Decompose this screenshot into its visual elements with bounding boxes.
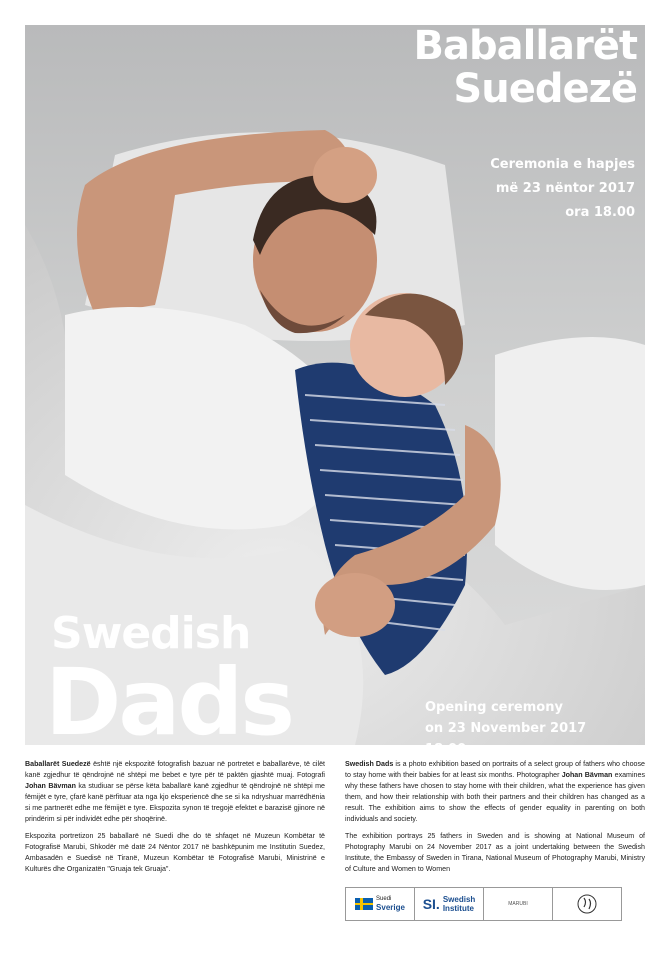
ceremony-albanian bbox=[490, 153, 635, 225]
text-english-photographer: Johan Bävman bbox=[561, 771, 613, 779]
title-albanian bbox=[414, 25, 638, 111]
logo-swedish-institute bbox=[415, 888, 484, 920]
logo-sverige bbox=[346, 888, 415, 920]
text-albanian-p1-b: ka studiuar se përse këta baballarë kanë zgjedhur të qëndrojnë në shtëpi me fëmijët e tyre, çfarë kanë përfituar ata nga kjo eksperiencë dhe se si ka ndryshuar marrëdhënia si me partnerët edhe me fëmijët e tyre. Ekspozita synon të tregojë efektet e barazisë gjinore në prindërim si për individët edhe për shoqërinë. bbox=[25, 782, 325, 823]
text-english-p1 bbox=[345, 759, 645, 825]
text-english bbox=[345, 759, 645, 881]
text-english-p1-a: is a photo exhibition based on portraits of a select group of fathers who choose to stay home with their babies for at least six months. Photographer bbox=[345, 760, 645, 779]
logo-sverige-top: Suedi bbox=[376, 896, 392, 902]
logo-si-line2: Institute bbox=[442, 904, 474, 913]
poster bbox=[25, 25, 645, 960]
ceremony-english bbox=[425, 697, 586, 760]
ceremony-albanian-line3: ora 18.00 bbox=[565, 205, 635, 220]
text-albanian-bold-title: Baballarët Suedezë bbox=[25, 760, 91, 768]
title-english-line2: Dads bbox=[45, 649, 293, 756]
ceremony-albanian-line1: Ceremonia e hapjes bbox=[490, 157, 635, 172]
swedish-flag-icon bbox=[355, 898, 373, 910]
text-albanian-photographer: Johan Bävman bbox=[25, 782, 76, 790]
si-mark: SI. bbox=[422, 896, 440, 912]
logo-si-line1: Swedish bbox=[442, 895, 476, 904]
sponsor-logos bbox=[345, 887, 622, 921]
text-english-p1-b: examines why these fathers have chosen to stay home with their children, what the experience has given them, and how their relationship with both their partners and their children has changed as a result. The exhibition aims to show the effects of gender equality in parenting on both individuals and society. bbox=[345, 771, 645, 823]
title-albanian-line1: Baballarët bbox=[413, 23, 637, 69]
text-english-p2: The exhibition portrays 25 fathers in Sweden and is showing at National Museum of Photography Marubi on 24 November 2017 as a joint undertaking between the Swedish Institute, the Embassy of Sweden in Tirana, National Museum of Photography Marubi, Ministry of Culture and Women to Women bbox=[345, 832, 645, 873]
ceremony-english-line2: on 23 November 2017 bbox=[425, 721, 587, 736]
title-english-line1: Swedish bbox=[51, 608, 251, 659]
text-english-bold-title: Swedish Dads bbox=[345, 760, 394, 768]
text-albanian-p1-a: është një ekspozitë fotografish bazuar në portretet e baballarëve, të cilët kanë zgjedhur të qëndrojnë në shtëpi me bebet e tyre për të paktën gjashtë muaj. Fotografi bbox=[25, 760, 325, 779]
text-albanian-p2: Ekspozita portretizon 25 baballarë në Suedi dhe do të shfaqet në Muzeun Kombëtar të Fotografisë Marubi, Shkodër më datë 24 Nëntor 2017 në bashkëpunim me Institutin Suedez, Ambasadën e Suedisë në Tiranë, Muzeun Kombëtar të Fotografisë Marubi, Ministrinë e Kulturës dhe Organizatën "Gruaja tek Gruaja". bbox=[25, 832, 325, 873]
text-albanian-p1 bbox=[25, 759, 325, 825]
logo-marubi-text: MARUBI bbox=[508, 901, 528, 907]
ceremony-albanian-line2: më 23 nëntor 2017 bbox=[495, 181, 635, 196]
logo-marubi bbox=[484, 888, 553, 920]
text-albanian bbox=[25, 759, 325, 881]
women-to-women-icon bbox=[576, 893, 598, 915]
logo-women-to-women bbox=[553, 888, 621, 920]
ceremony-english-line1: Opening ceremony bbox=[425, 700, 563, 715]
logo-sverige-bottom: Sverige bbox=[376, 903, 405, 912]
ceremony-english-line3: 18.00 bbox=[425, 742, 467, 757]
title-albanian-line2: Suedezë bbox=[453, 66, 637, 112]
